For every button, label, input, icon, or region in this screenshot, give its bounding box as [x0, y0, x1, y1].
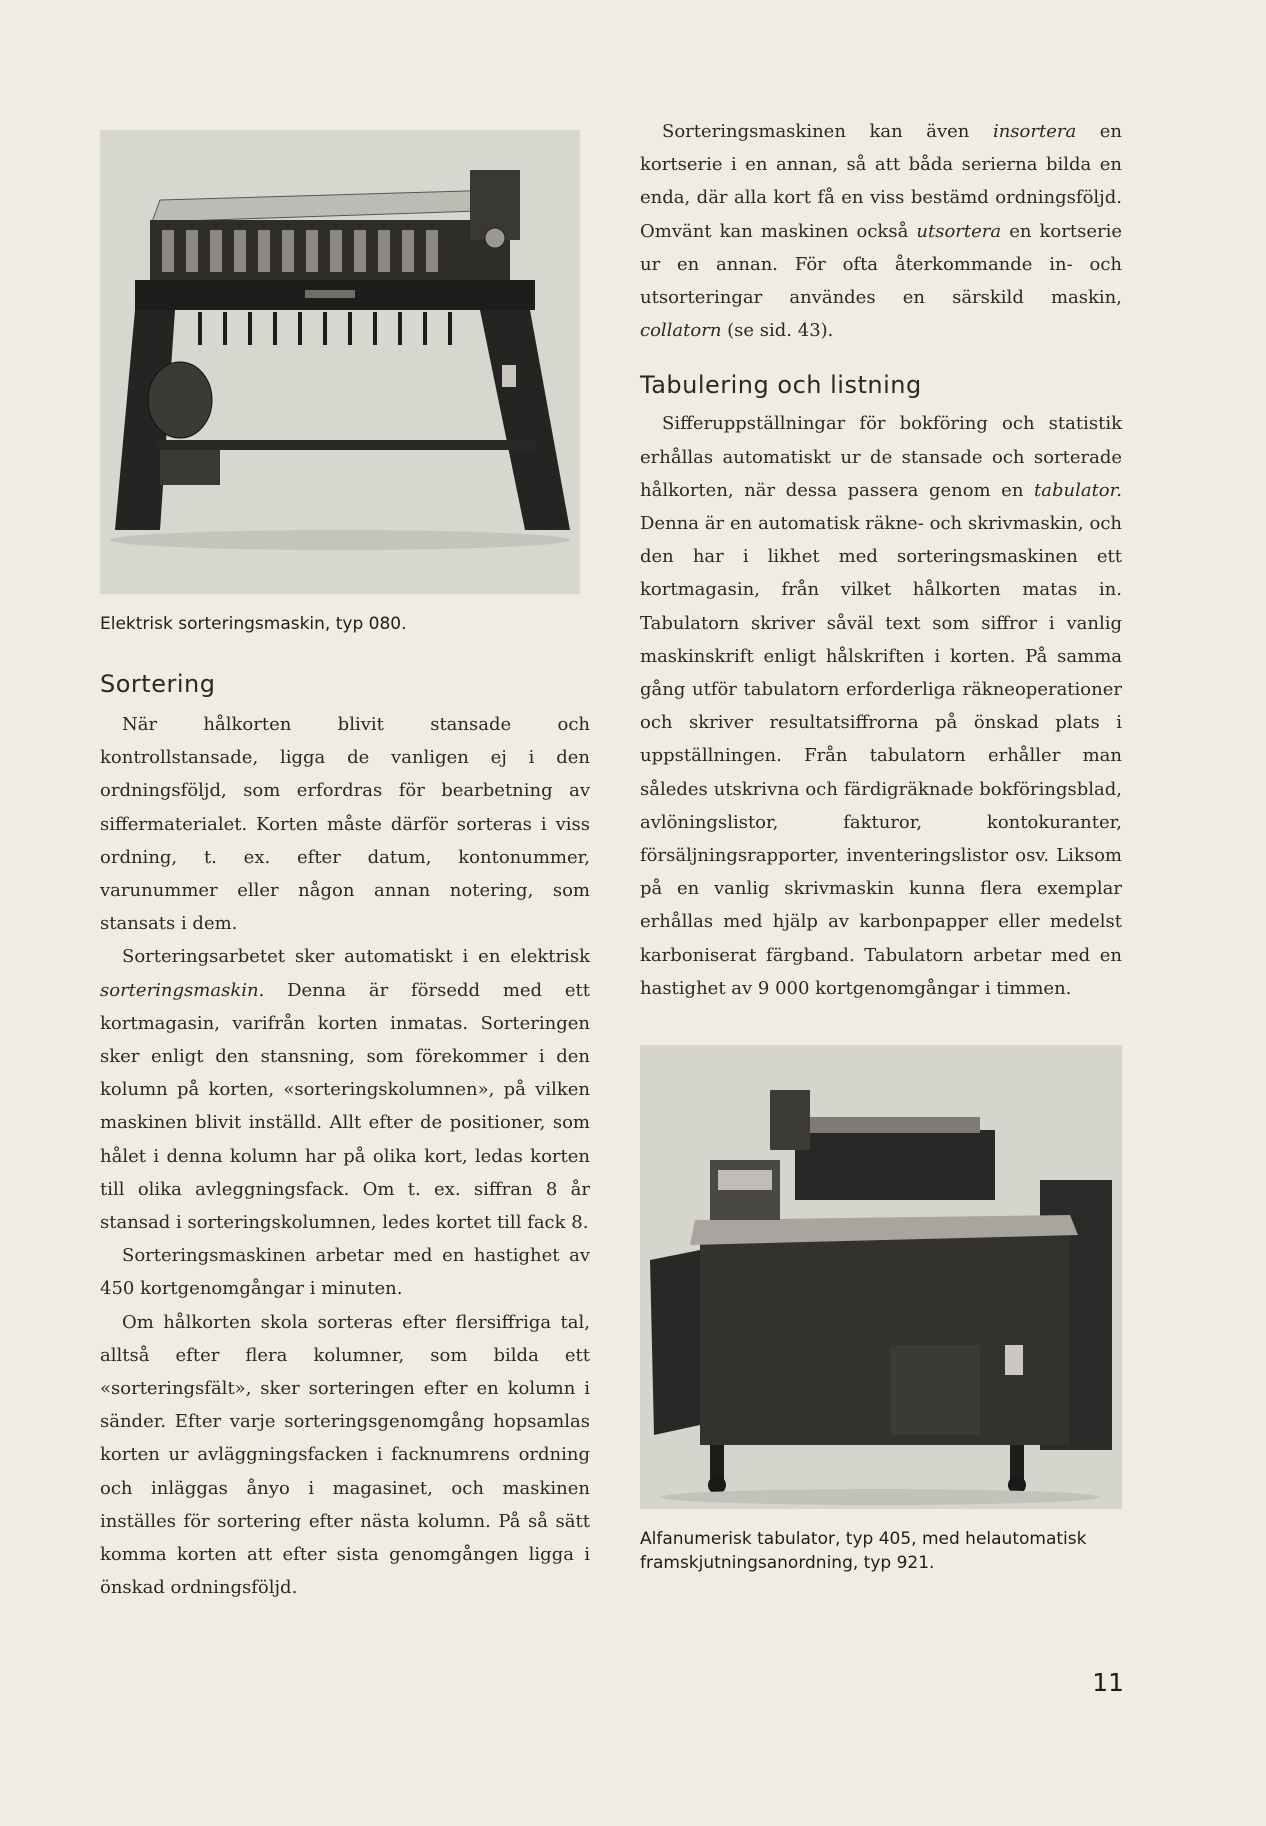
- paragraph: Om hålkorten skola sorteras efter flersiffriga tal, alltså efter flera kolumner, som bilda ett «sorteringsfält», sker sorteringen efter en kolumn i sänder. Efter varje sorteringsgenomgång hopsamlas korten ur avläggningsfacken i facknumrens ordning och inläggas ånyo i magasinet, och maskinen inställes för sortering efter nästa kolumn. På så sätt komma korten att efter sista genomgången ligga i önskad ordningsföljd.: [100, 1311, 590, 1599]
- italic-term: utsortera: [916, 220, 1002, 242]
- paragraph: Sorteringsmaskinen kan även insortera en kortserie i en annan, så att båda serierna bilda en enda, där alla kort få en viss bestämd ordningsföljd. Omvänt kan maskinen också utsortera en kortserie ur en annan. För ofta återkommande in- och utsorteringar användes en särskild maskin, collatorn (se sid. 43).: [640, 121, 1123, 342]
- paragraph: Sorteringsmaskinen arbetar med en hastighet av 450 kortgenomgångar i minuten.: [100, 1245, 590, 1300]
- paragraph: När hålkorten blivit stansade och kontrollstansade, ligga de vanligen ej i den ordningsföljd, som erfordras för bearbetning av siffermaterialet. Korten måste därför sorteras i viss ordning, t. ex. efter datum, kontonummer, varunummer eller någon annan notering, som stansats i dem.: [100, 714, 590, 935]
- page-number: 11: [1092, 1668, 1124, 1697]
- section-heading-tabulering: Tabulering och listning: [640, 371, 922, 400]
- italic-term: sorteringsmaskin.: [100, 979, 265, 1001]
- italic-term: tabulator.: [1034, 479, 1122, 501]
- tabulator-caption: Alfanumerisk tabulator, typ 405, med helautomatisk framskjutningsanordning, typ 921.: [640, 1529, 1087, 1574]
- sorter-photo: [100, 130, 580, 594]
- section-heading-sortering: Sortering: [100, 670, 216, 698]
- left-column: [100, 130, 590, 1604]
- sorter-caption: Elektrisk sorteringsmaskin, typ 080.: [100, 614, 407, 634]
- paragraph: Sorteringsarbetet sker automatiskt i en elektrisk sorteringsmaskin. Denna är försedd med ett kortmagasin, varifrån korten inmatas. Sorteringen sker enligt den stansning, som förekommer i den kolumn på korten, «sorteringskolumnen», på vilken maskinen blivit inställd. Allt efter de positioner, som hålet i denna kolumn har på olika kort, ledas korten till olika avleggningsfack. Om t. ex. siffran 8 år stansad i sorteringskolumnen, ledes kortet till fack 8.: [100, 946, 590, 1234]
- italic-term: collatorn: [640, 320, 722, 342]
- right-column: [640, 115, 1122, 1575]
- italic-term: insortera: [992, 121, 1077, 142]
- paragraph: Sifferuppställningar för bokföring och statistik erhållas automatiskt ur de stansade och sorterade hålkorten, när dessa passera genom en tabulator. Denna är en automatisk räkne- och skrivmaskin, och den har i likhet med sorteringsmaskinen ett kortmagasin, från vilket hålkorten matas in. Tabulatorn skriver såväl text som siffror i vanlig maskinskrift enligt hålskriften i korten. På samma gång utför tabulatorn erforderliga räkneoperationer och skriver resultatsiffrorna på önskad plats i uppställningen. Från tabulatorn erhåller man således utskrivna och färdigräknade bokföringsblad, avlöningslistor, fakturor, kontokuranter, försäljningsrapporter, inventeringslistor osv. Liksom på en vanlig skrivmaskin kunna flera exemplar erhållas med hjälp av karbonpapper eller medelst karboniserat färgband. Tabulatorn arbetar med en hastighet av 9 000 kortgenomgångar i timmen.: [640, 413, 1122, 999]
- tabulator-illustration: [640, 1045, 1122, 1509]
- sorting-machine-illustration: [100, 130, 580, 594]
- tabulator-photo: [640, 1045, 1122, 1509]
